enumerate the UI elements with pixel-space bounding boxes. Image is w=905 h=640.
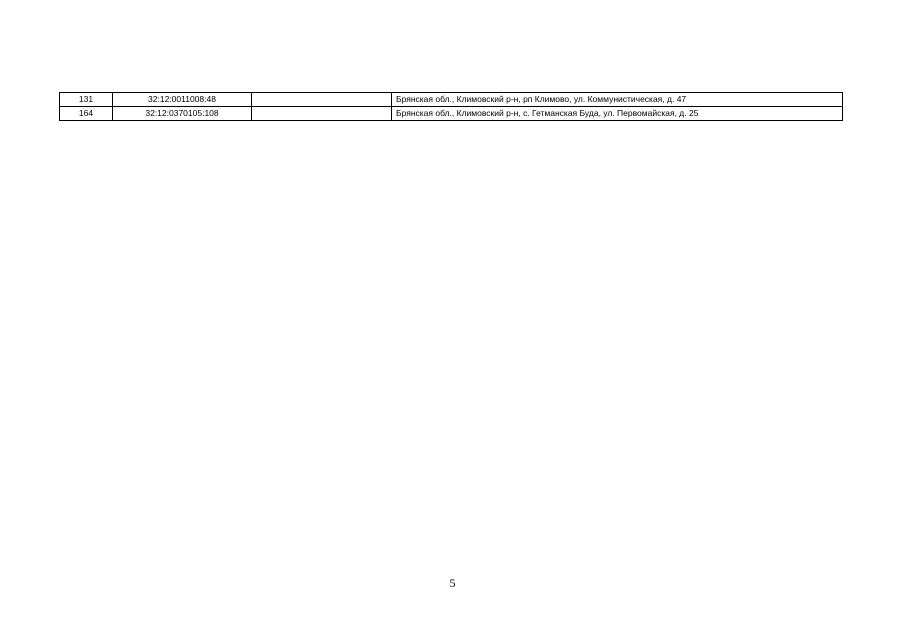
register-table-body — [60, 93, 843, 121]
row-number: 131 — [60, 93, 113, 107]
address: Брянская обл., Климовский р-н, с. Гетманская Буда, ул. Первомайская, д. 25 — [392, 107, 843, 121]
table-row — [60, 93, 843, 107]
cadastral-number: 32:12:0370105:108 — [113, 107, 252, 121]
table-row — [60, 107, 843, 121]
empty-cell — [252, 93, 392, 107]
empty-cell — [252, 107, 392, 121]
cadastral-number: 32:12:0011008:48 — [113, 93, 252, 107]
page-number: 5 — [449, 576, 456, 590]
register-table — [59, 92, 843, 121]
row-number: 164 — [60, 107, 113, 121]
address: Брянская обл., Климовский р-н, рп Климово, ул. Коммунистическая, д. 47 — [392, 93, 843, 107]
